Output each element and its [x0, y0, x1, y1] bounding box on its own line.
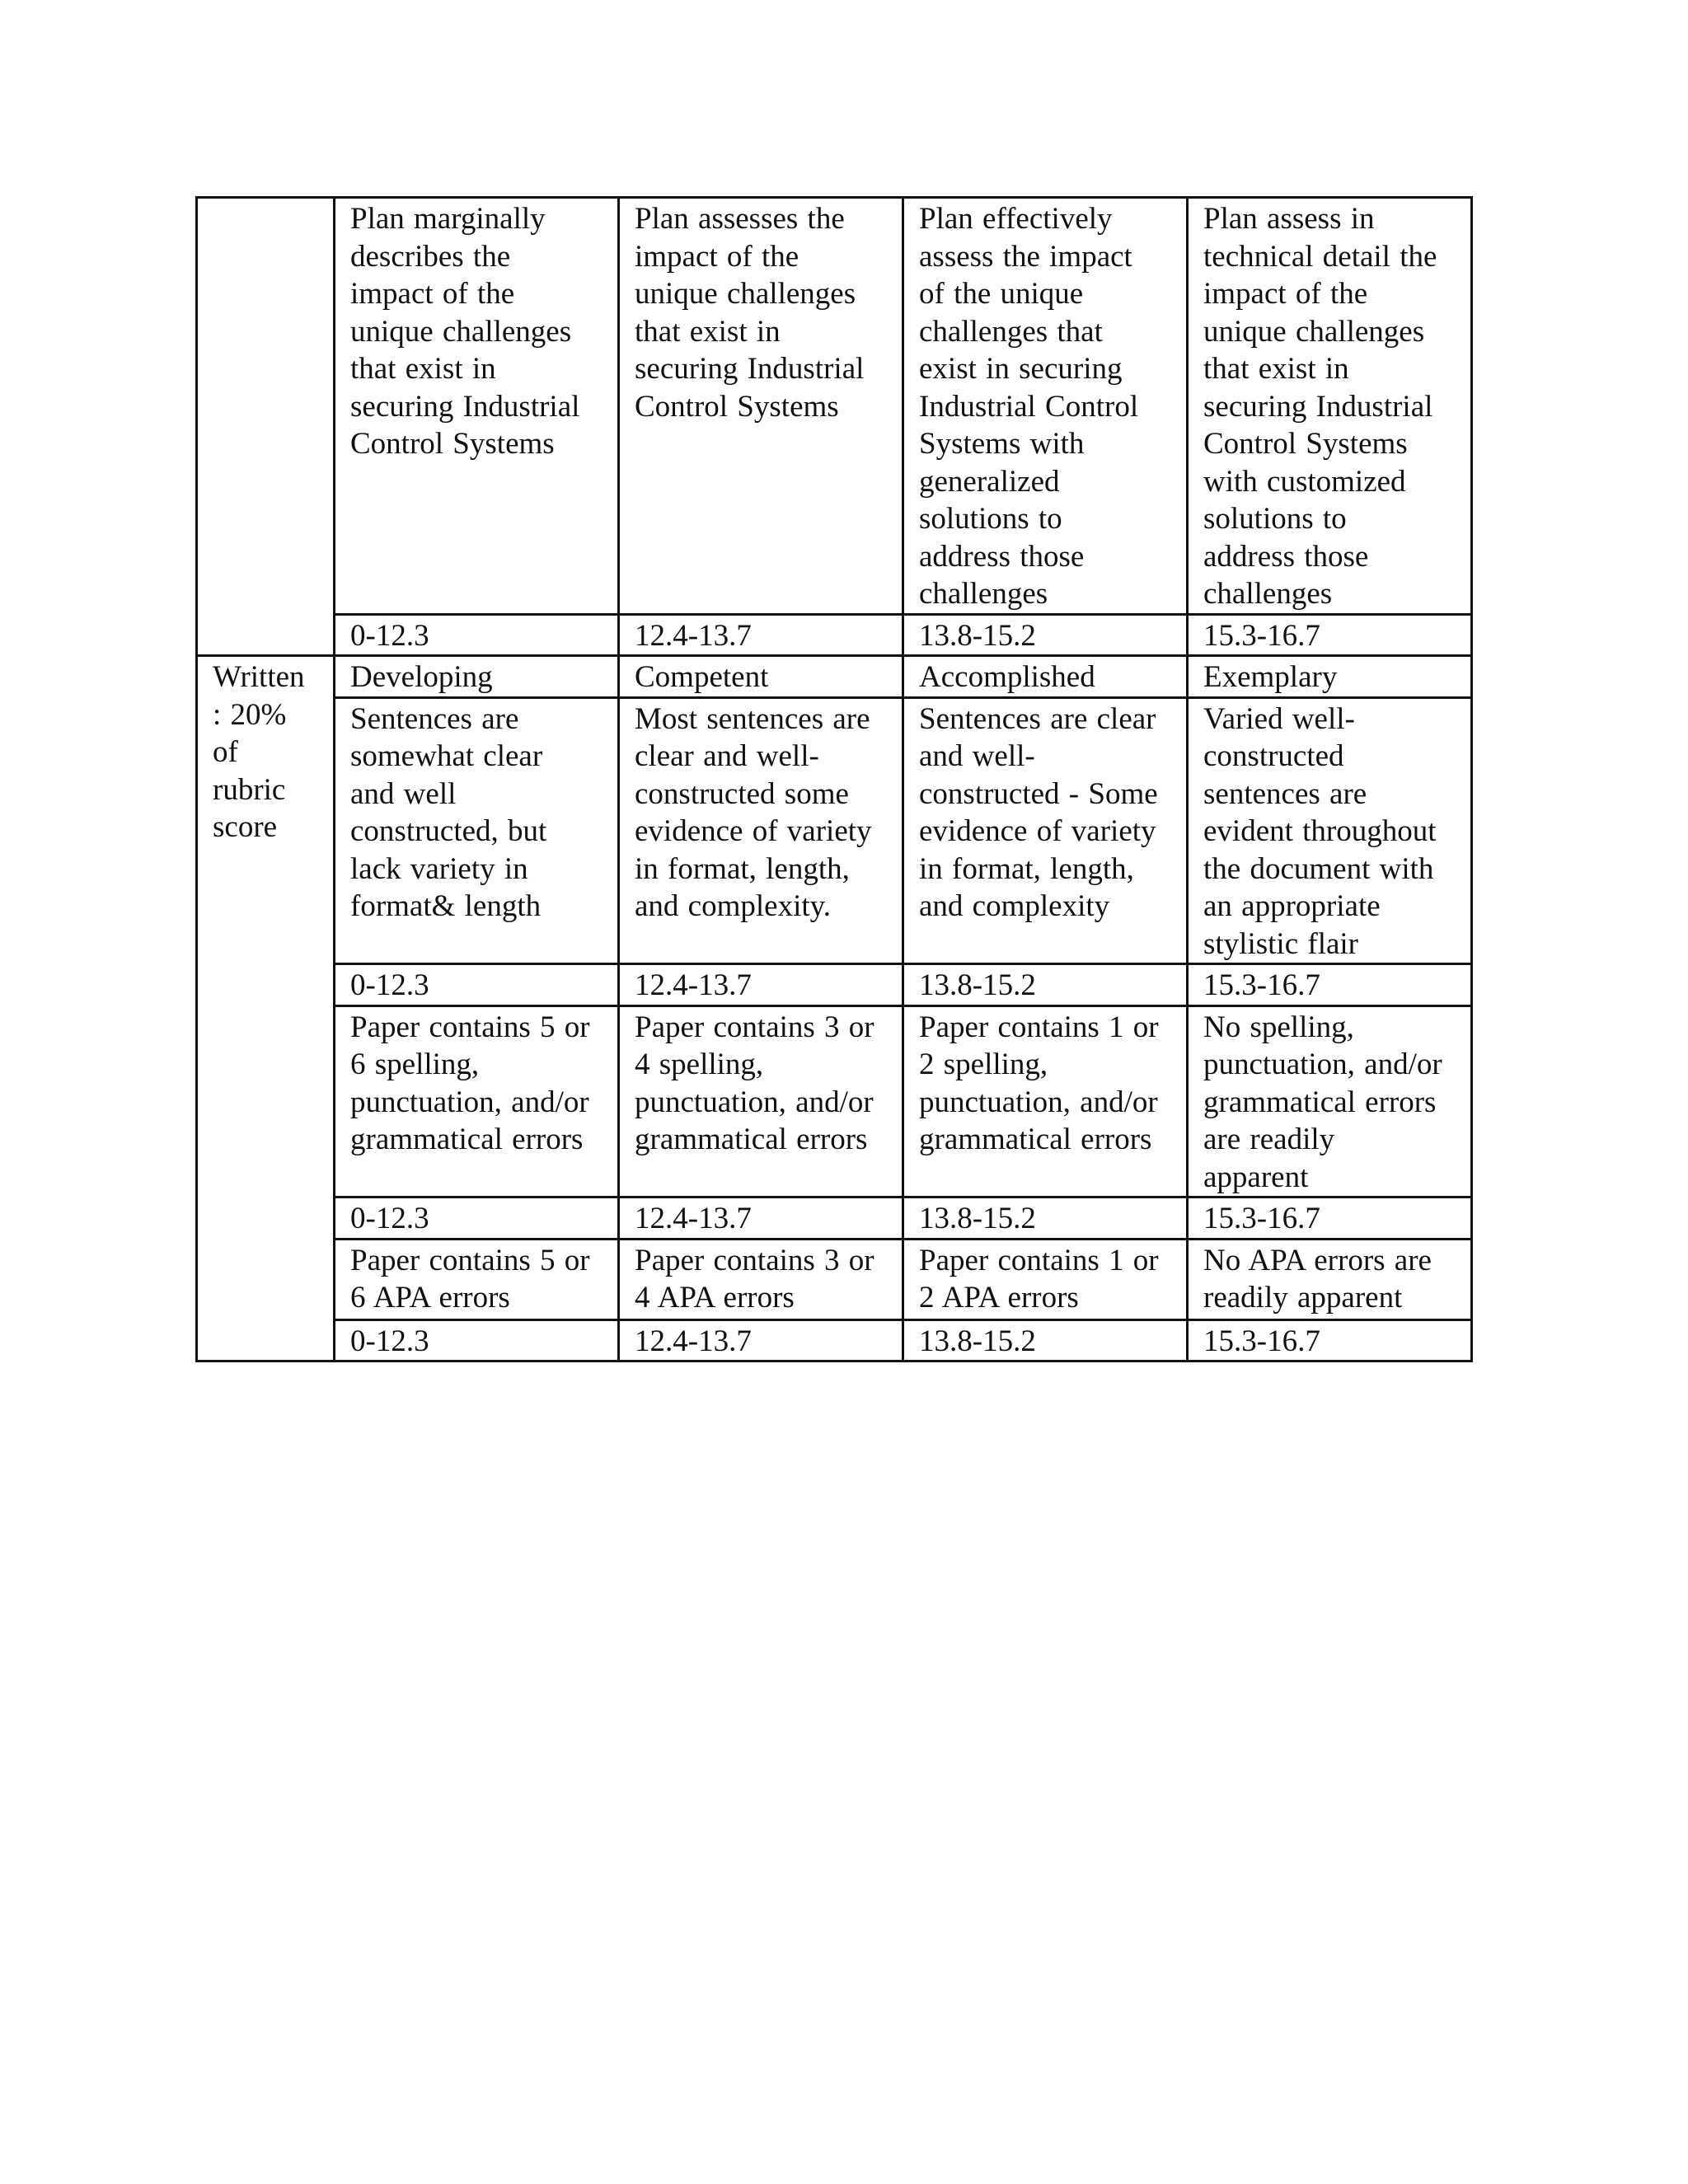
description-cell: Plan marginally describes the impact of the unique challenges that exist in securing Industrial Control Systems — [335, 198, 619, 615]
description-cell: Sentences are somewhat clear and well constructed, but lack variety in format& length — [335, 697, 619, 964]
score-range-cell: 12.4-13.7 — [619, 964, 903, 1006]
table-row — [197, 198, 1472, 615]
rubric-table — [195, 196, 1473, 1362]
table-row — [197, 1197, 1472, 1240]
description-cell: Plan assess in technical detail the impact of the unique challenges that exist in securing Industrial Control Systems with customized solutions to address those challenges — [1188, 198, 1472, 615]
table-row — [197, 964, 1472, 1006]
description-cell: No APA errors are readily apparent — [1188, 1239, 1472, 1319]
description-cell: Varied well- constructed sentences are evident throughout the document with an appropriate stylistic flair — [1188, 697, 1472, 964]
score-range-cell: 0-12.3 — [335, 1197, 619, 1240]
description-cell: Plan assesses the impact of the unique challenges that exist in securing Industrial Control Systems — [619, 198, 903, 615]
description-cell: Paper contains 1 or 2 spelling, punctuation, and/or grammatical errors — [903, 1005, 1188, 1197]
level-header-developing: Developing — [335, 656, 619, 698]
description-cell: No spelling, punctuation, and/or grammatical errors are readily apparent — [1188, 1005, 1472, 1197]
table-row — [197, 1239, 1472, 1319]
table-row — [197, 1319, 1472, 1361]
score-range-cell: 13.8-15.2 — [903, 964, 1188, 1006]
table-row — [197, 614, 1472, 656]
score-range-cell: 12.4-13.7 — [619, 1319, 903, 1361]
score-range-cell: 15.3-16.7 — [1188, 1197, 1472, 1240]
score-range-cell: 15.3-16.7 — [1188, 964, 1472, 1006]
description-cell: Paper contains 3 or 4 APA errors — [619, 1239, 903, 1319]
description-cell: Plan effectively assess the impact of the unique challenges that exist in securing Industrial Control Systems with generalized solutions to address those challenges — [903, 198, 1188, 615]
description-cell: Paper contains 5 or 6 APA errors — [335, 1239, 619, 1319]
score-range-cell: 13.8-15.2 — [903, 1197, 1188, 1240]
table-row — [197, 1005, 1472, 1197]
score-range-cell: 12.4-13.7 — [619, 1197, 903, 1240]
score-range-cell: 0-12.3 — [335, 1319, 619, 1361]
score-range-cell: 12.4-13.7 — [619, 614, 903, 656]
level-header-competent: Competent — [619, 656, 903, 698]
table-row — [197, 697, 1472, 964]
level-header-accomplished: Accomplished — [903, 656, 1188, 698]
category-cell-empty — [197, 198, 335, 656]
score-range-cell: 15.3-16.7 — [1188, 614, 1472, 656]
table-row — [197, 656, 1472, 698]
description-cell: Paper contains 3 or 4 spelling, punctuation, and/or grammatical errors — [619, 1005, 903, 1197]
score-range-cell: 0-12.3 — [335, 964, 619, 1006]
description-cell: Paper contains 5 or 6 spelling, punctuation, and/or grammatical errors — [335, 1005, 619, 1197]
category-cell-written: Written : 20% of rubric score — [197, 656, 335, 1361]
level-header-exemplary: Exemplary — [1188, 656, 1472, 698]
score-range-cell: 13.8-15.2 — [903, 1319, 1188, 1361]
description-cell: Paper contains 1 or 2 APA errors — [903, 1239, 1188, 1319]
score-range-cell: 15.3-16.7 — [1188, 1319, 1472, 1361]
description-cell: Most sentences are clear and well- constructed some evidence of variety in format, length, and complexity. — [619, 697, 903, 964]
score-range-cell: 13.8-15.2 — [903, 614, 1188, 656]
score-range-cell: 0-12.3 — [335, 614, 619, 656]
description-cell: Sentences are clear and well- constructed - Some evidence of variety in format, length, and complexity — [903, 697, 1188, 964]
